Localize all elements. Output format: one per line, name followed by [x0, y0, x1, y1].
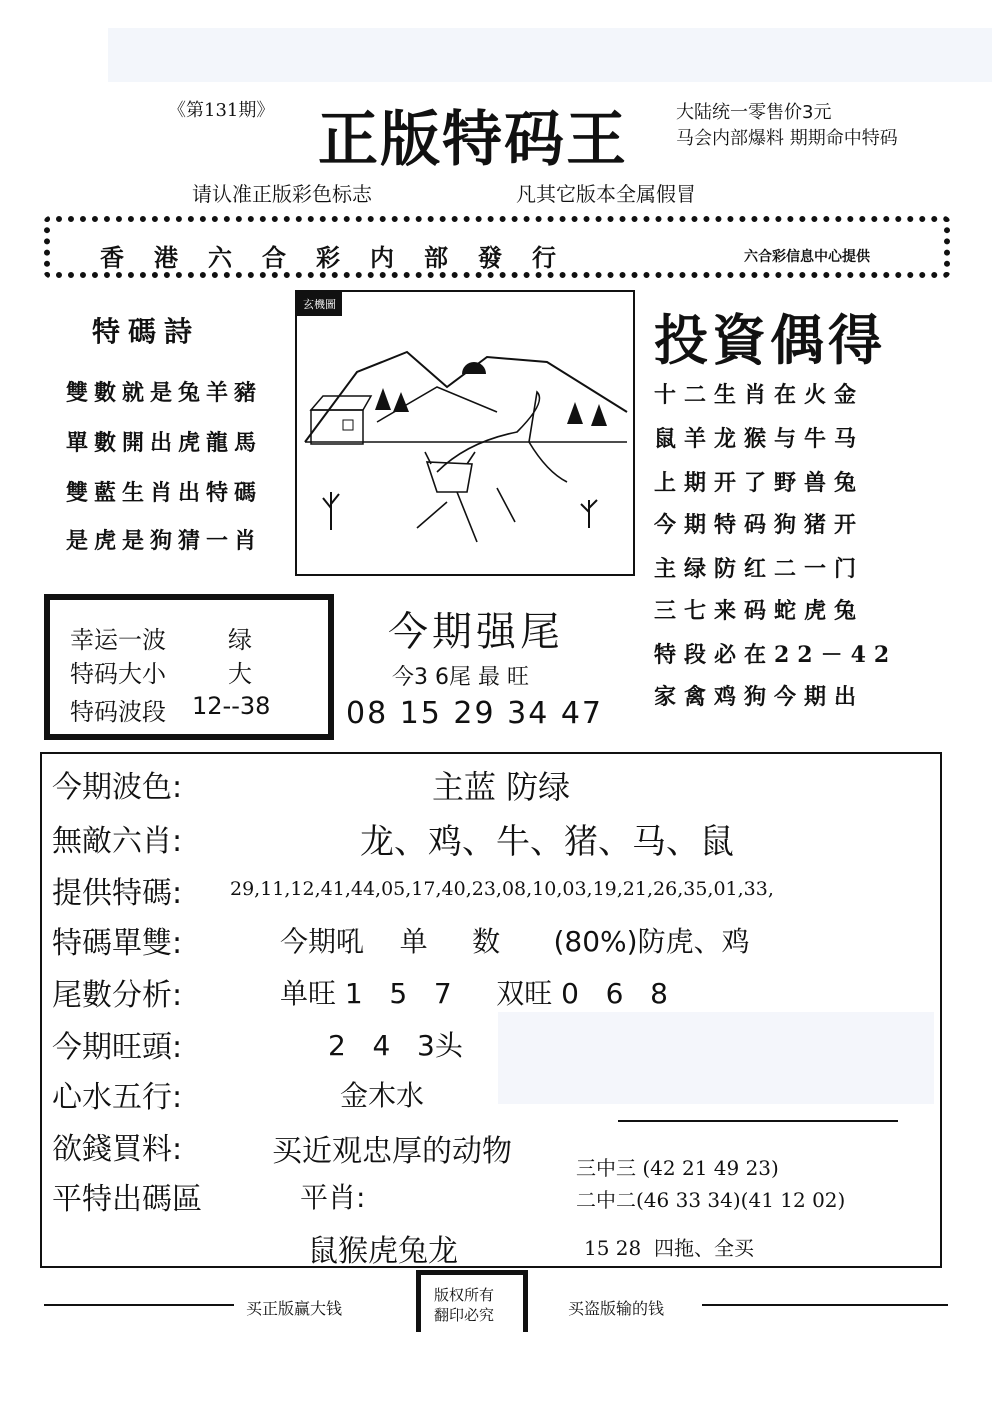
strong-tail-numbers: 08 15 29 34 47 — [346, 696, 604, 731]
color-label: 今期波色: — [52, 770, 183, 805]
strong-tail-title: 今期强尾 — [388, 609, 564, 655]
luck-value: 绿 — [228, 626, 252, 654]
copyright-line-2: 翻印必究 — [434, 1306, 495, 1324]
tail-analysis-value: 单旺 1 5 7 双旺 0 6 8 — [280, 977, 668, 1010]
flat-zodiac-label: 平肖: — [300, 1181, 366, 1214]
poem-line: 單數開出虎龍馬 — [66, 430, 263, 456]
right-line: 十二生肖在火金 — [654, 382, 865, 408]
odd-even-label: 特碼單雙: — [52, 926, 183, 961]
luck-label: 幸运一波 — [70, 626, 166, 654]
six-zodiac-label: 無敵六肖: — [52, 824, 183, 859]
color-value: 主蓝 防绿 — [432, 768, 571, 806]
copyright-line-1: 版权所有 — [434, 1286, 495, 1304]
right-line: 上期开了野兽兔 — [654, 470, 865, 496]
flat-zone-label: 平特出碼區 — [52, 1182, 202, 1217]
banner-provider: 六合彩信息中心提供 — [744, 249, 870, 265]
divider-line — [618, 1120, 898, 1122]
issue-number: 《第131期》 — [168, 100, 275, 121]
four-tow: 15 28 四拖、全买 — [584, 1236, 754, 1260]
two-in-two: 二中二(46 33 34)(41 12 02) — [576, 1188, 846, 1212]
poem-line: 雙數就是兔羊豬 — [66, 380, 263, 406]
footer-line-right — [702, 1304, 948, 1306]
slogan-note: 马会内部爆料 期期命中特码 — [676, 128, 898, 149]
investment-title: 投資偶得 — [654, 308, 886, 372]
luck-value: 12--38 — [192, 692, 271, 720]
code-label: 提供特碼: — [52, 876, 183, 911]
gray-block — [498, 1012, 934, 1104]
odd-even-value: 今期吼 单 数 (80%)防虎、鸡 — [280, 925, 750, 958]
poem-line: 是虎是狗猜一肖 — [66, 528, 263, 554]
code-value: 29,11,12,41,44,05,17,40,23,08,10,03,19,21,26,35,01,33, — [230, 878, 774, 900]
strong-tail-line: 今3 6尾 最 旺 — [392, 665, 529, 690]
footer-left-text: 买正版赢大钱 — [246, 1299, 343, 1318]
top-gray-band — [108, 28, 992, 82]
fake-notice: 凡其它版本全属假冒 — [516, 182, 696, 206]
right-line: 家禽鸡狗今期出 — [654, 684, 865, 710]
right-line: 特段必在22－42 — [654, 642, 898, 668]
flat-animals: 鼠猴虎兔龙 — [308, 1234, 458, 1269]
authentic-notice: 请认准正版彩色标志 — [192, 182, 372, 206]
luck-value: 大 — [228, 660, 252, 688]
hint-picture — [295, 290, 635, 576]
right-line: 主绿防红二一门 — [654, 556, 865, 582]
right-line: 鼠羊龙猴与牛马 — [654, 426, 865, 452]
wuxing-label: 心水五行: — [52, 1080, 183, 1115]
hot-head-value: 2 4 3头 — [328, 1029, 463, 1062]
footer-line-left — [44, 1304, 234, 1306]
wuxing-value: 金木水 — [340, 1079, 425, 1112]
buy-label: 欲錢買料: — [52, 1132, 183, 1167]
luck-label: 特码大小 — [70, 660, 166, 688]
footer-right-text: 买盗版输的钱 — [568, 1299, 665, 1318]
six-zodiac-value: 龙、鸡、牛、猪、马、鼠 — [360, 822, 734, 862]
buy-value: 买近观忠厚的动物 — [272, 1134, 512, 1169]
banner-title: 香港六合彩内部發行 — [100, 243, 586, 272]
landscape-illustration — [297, 292, 633, 574]
poem-title: 特碼詩 — [92, 315, 201, 348]
hot-head-label: 今期旺頭: — [52, 1030, 183, 1065]
three-in-three: 三中三 (42 21 49 23) — [576, 1156, 779, 1180]
newspaper-title: 正版特码王 — [318, 105, 628, 175]
poem-line: 雙藍生肖出特碼 — [66, 480, 263, 506]
tail-analysis-label: 尾數分析: — [52, 978, 183, 1013]
luck-label: 特码波段 — [70, 698, 166, 726]
right-line: 今期特码狗猪开 — [654, 512, 865, 538]
picture-tag: 玄機圖 — [297, 292, 342, 316]
right-line: 三七来码蛇虎兔 — [654, 598, 865, 624]
price-note: 大陆统一零售价3元 — [676, 102, 832, 123]
